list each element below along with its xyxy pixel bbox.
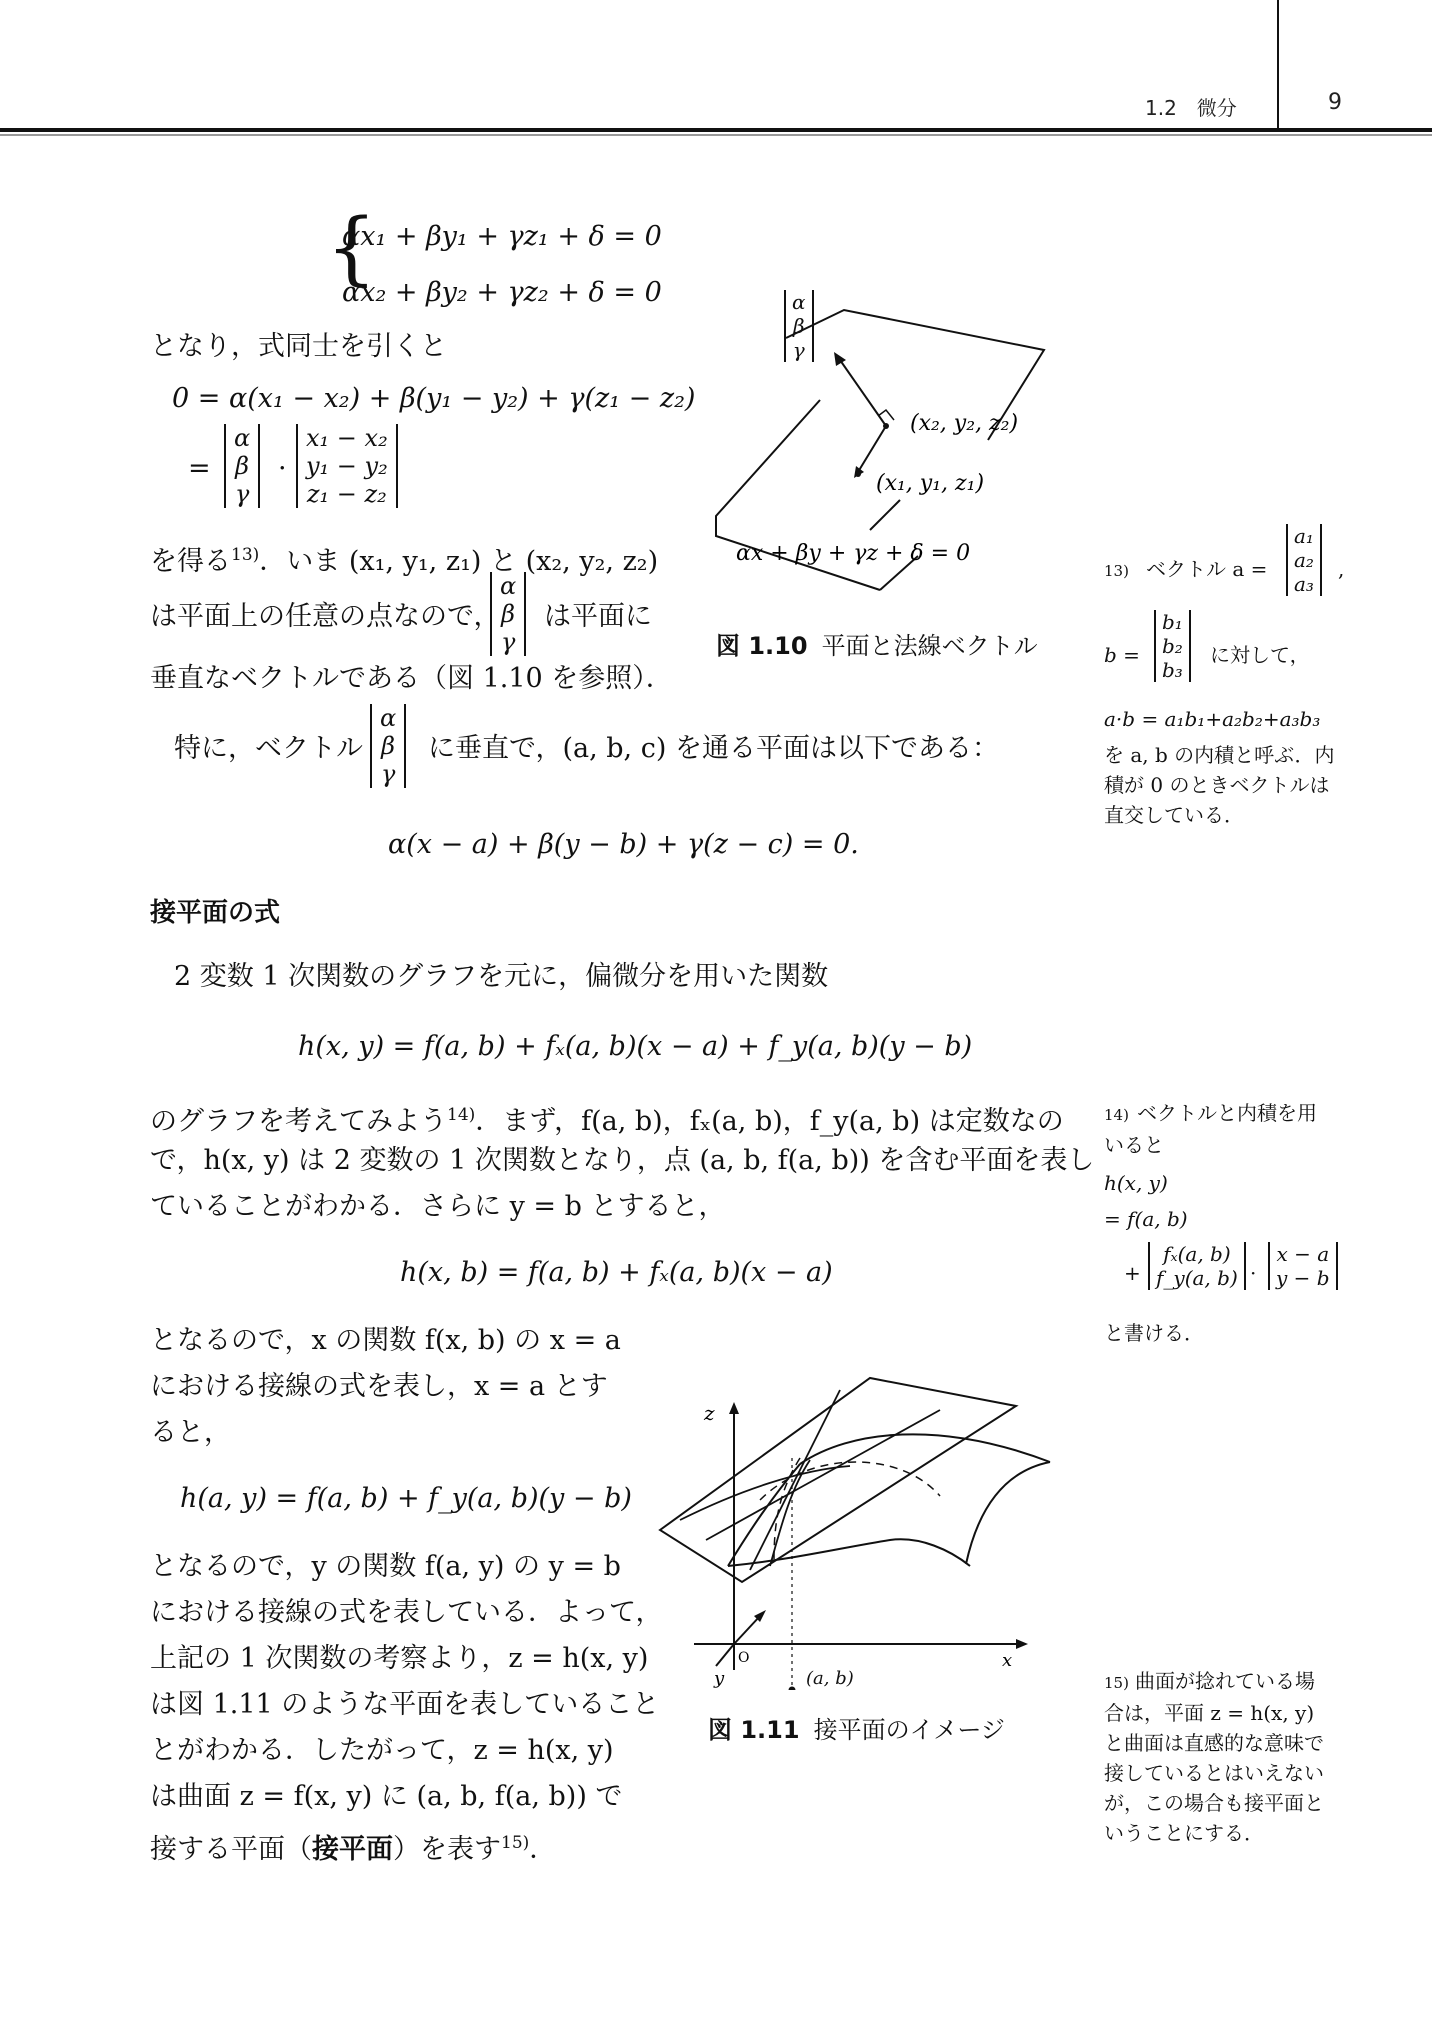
vec-inline-alpha: α xyxy=(500,572,517,600)
paragraph-2 xyxy=(150,532,658,585)
footnote-ref-13: 13) xyxy=(231,545,260,565)
eq-dot: · xyxy=(278,453,287,484)
sidenote-14-row-vec xyxy=(1104,1242,1404,1306)
sidenote-13-t1: ベクトル a = xyxy=(1146,557,1268,581)
eq-hxb: h(x, b) = f(a, b) + fₓ(a, b)(x − a) xyxy=(400,1257,833,1288)
eq-plane: α(x − a) + β(y − b) + γ(z − c) = 0. xyxy=(388,829,859,860)
figure-1-11 xyxy=(650,1370,1070,1690)
figure-1-10-caption xyxy=(716,626,1038,661)
fig10-point-p2: (x₂, y₂, z₂) xyxy=(910,411,1019,436)
paragraph-5b: に垂直で，(a, b, c) を通る平面は以下である： xyxy=(428,733,999,764)
vec-a1: a₁ xyxy=(1294,524,1314,548)
p11-line-5: とがわかる．したがって，z = h(x, y) xyxy=(150,1735,614,1766)
sidenote-13 xyxy=(1104,520,1404,830)
vec-diff-y: y₁ − y₂ xyxy=(306,452,388,480)
vector-p2-to-p1 xyxy=(858,426,886,472)
fig10-vec-alpha: α xyxy=(792,290,806,314)
running-header-section: 1.2 微分 xyxy=(1145,96,1237,120)
eq-hay: h(a, y) = f(a, b) + f_y(a, b)(y − b) xyxy=(180,1483,632,1514)
vec-inline2-alpha: α xyxy=(380,704,397,732)
y-axis xyxy=(734,1616,760,1644)
vec-alpha: α xyxy=(234,424,251,452)
figure-1-10 xyxy=(700,280,1060,620)
fig10-normal-vector xyxy=(784,290,814,362)
sidenote-15-line-1 xyxy=(1104,1666,1404,1698)
paragraph-1: となり，式同士を引くと xyxy=(150,331,447,362)
tangent-line-y xyxy=(750,1390,840,1570)
p12-term-tangent-plane: 接平面 xyxy=(312,1834,393,1865)
p11-line-6: は曲面 z = f(x, y) に (a, b, f(a, b)) で xyxy=(150,1781,623,1812)
vec-diff-x: x₁ − x₂ xyxy=(306,424,388,452)
sidenote-14-l4: = f(a, b) xyxy=(1104,1207,1188,1231)
p11-line-1: となるので，y の関数 f(a, y) の y = b xyxy=(150,1551,621,1582)
fig10-caption-text: 平面と法線ベクトル xyxy=(821,632,1038,660)
vec-gamma: γ xyxy=(234,480,250,508)
sidenote-13-t3: に対して， xyxy=(1210,643,1310,667)
sidenote-15-l3: と曲面は直感的な意味で xyxy=(1104,1731,1324,1755)
sidenote-13-line-3: 直交している． xyxy=(1104,803,1244,827)
sidenote-14-l5: と書ける． xyxy=(1104,1321,1204,1345)
p11-line-4: は図 1.11 のような平面を表していること xyxy=(150,1689,660,1720)
eq-system-line-2: αx₂ + βy₂ + γz₂ + δ = 0 xyxy=(342,277,662,308)
sidenote-14 xyxy=(1104,1098,1404,1348)
sidenote-15-l4: 接しているとはいえない xyxy=(1104,1761,1324,1785)
header-vertical-rule xyxy=(1277,0,1279,128)
footnote-ref-14: 14) xyxy=(447,1105,476,1125)
paragraph-11 xyxy=(150,1544,662,1820)
vec-fx: fₓ(a, b) xyxy=(1163,1242,1231,1266)
header-rule-shadow xyxy=(0,134,1432,136)
sidenote-vector-b xyxy=(1154,610,1191,682)
section-heading: 接平面の式 xyxy=(150,898,281,928)
vec-inline2-beta: β xyxy=(381,732,396,760)
p11-line-3: 上記の 1 次関数の考察より，z = h(x, y) xyxy=(150,1643,649,1674)
p2-text-a: を得る xyxy=(150,546,231,577)
sidenote-14-vector-partials xyxy=(1148,1242,1246,1290)
paragraph-10 xyxy=(150,1318,621,1456)
vec-b3: b₃ xyxy=(1162,658,1183,682)
eq-system-brace: { xyxy=(326,201,377,294)
surface-top-edge xyxy=(800,1434,1050,1464)
eq-system-line-1: αx₁ + βy₁ + γz₁ + δ = 0 xyxy=(342,221,662,252)
fig10-caption-number: 図 1.10 xyxy=(716,632,808,660)
vector-normal-inline-2 xyxy=(370,704,406,788)
sidenote-14-line-1 xyxy=(1104,1098,1404,1130)
vec-fy: f_y(a, b) xyxy=(1156,1266,1238,1290)
sidenote-14-l2: いると xyxy=(1104,1133,1164,1157)
fig11-origin-label: O xyxy=(738,1650,750,1666)
paragraph-4: 垂直なベクトルである（図 1.10 を参照）． xyxy=(150,663,673,694)
vec-x-a: x − a xyxy=(1276,1242,1330,1266)
p12-text-c: ）を表す xyxy=(393,1834,501,1865)
vec-inline-beta: β xyxy=(501,600,516,628)
x-arrowhead xyxy=(1016,1639,1028,1649)
sidenote-15-l2: 合は，平面 z = h(x, y) xyxy=(1104,1701,1315,1725)
p12-text-d: ． xyxy=(529,1834,557,1865)
footnote-ref-15: 15) xyxy=(501,1833,530,1853)
sidenote-14-l3: h(x, y) xyxy=(1104,1171,1168,1195)
point-p1 xyxy=(855,471,861,477)
p11-line-2: における接線の式を表している．よって， xyxy=(150,1597,663,1628)
paragraph-6: 2 変数 1 次関数のグラフを元に，偏微分を用いた関数 xyxy=(174,961,829,992)
figure-1-11-caption xyxy=(708,1710,1005,1745)
fig10-point-p1: (x₁, y₁, z₁) xyxy=(876,471,985,496)
point-ab xyxy=(789,1687,796,1691)
paragraph-3b: は平面に xyxy=(544,601,652,632)
sidenote-14-vector-offsets xyxy=(1268,1242,1338,1290)
paragraph-8: で，h(x, y) は 2 変数の 1 次関数となり，点 (a, b, f(a, b)) を含む平面を表し xyxy=(150,1145,1095,1176)
fig11-z-label: z xyxy=(704,1401,715,1425)
sidenote-15-l6: いうことにする． xyxy=(1104,1821,1264,1845)
sidenote-15 xyxy=(1104,1666,1404,1848)
vec-diff-z: z₁ − z₂ xyxy=(306,480,387,508)
vec-inline-gamma: γ xyxy=(500,628,516,656)
p12-text-a: 接する平面（ xyxy=(150,1834,312,1865)
tangent-line-x xyxy=(706,1410,940,1540)
fig11-caption-text: 接平面のイメージ xyxy=(813,1716,1005,1744)
plane-edge-right xyxy=(870,500,900,530)
fig11-y-label: y xyxy=(714,1668,725,1689)
p10-line-2: における接線の式を表し，x = a とす xyxy=(150,1371,608,1402)
sidenote-14-dot: · xyxy=(1250,1261,1257,1285)
paragraph-12 xyxy=(150,1820,556,1873)
paragraph-9: ていることがわかる．さらに y = b とすると， xyxy=(150,1191,726,1222)
y-axis-back xyxy=(716,1644,734,1666)
vec-a2: a₂ xyxy=(1294,548,1314,572)
sidenote-15-l1: 曲面が捻れている場 xyxy=(1134,1669,1315,1693)
paragraph-3a: は平面上の任意の点なので， xyxy=(150,601,501,632)
sidenote-13-num: 13) xyxy=(1104,562,1129,580)
sidenote-14-plus: + xyxy=(1124,1261,1141,1285)
sidenote-vector-a xyxy=(1286,524,1322,596)
surface-right-edge xyxy=(966,1462,1050,1564)
vector-difference xyxy=(296,424,398,508)
fig11-caption-number: 図 1.11 xyxy=(708,1716,800,1744)
fig10-vec-gamma: γ xyxy=(792,338,805,362)
paragraph-5a: 特に，ベクトル xyxy=(174,733,363,764)
sidenote-13-line-1: を a, b の内積と呼ぶ．内 xyxy=(1104,743,1335,767)
sidenote-15-l5: が，この場合も接平面と xyxy=(1104,1791,1324,1815)
page-number: 9 xyxy=(1328,90,1342,115)
vec-beta: β xyxy=(235,452,250,480)
header-rule xyxy=(0,128,1432,132)
vec-b2: b₂ xyxy=(1162,634,1183,658)
sidenote-14-l1: ベクトルと内積を用 xyxy=(1136,1101,1317,1125)
point-p2 xyxy=(883,423,889,429)
sidenote-15-num: 15) xyxy=(1104,1674,1129,1692)
p10-line-1: となるので，x の関数 f(x, b) の x = a xyxy=(150,1325,621,1356)
normal-arrowhead xyxy=(834,352,846,366)
fig10-plane-eq: αx + βy + γz + δ = 0 xyxy=(736,541,971,566)
p7-text-a: のグラフを考えてみよう xyxy=(150,1106,447,1137)
fig11-x-label: x xyxy=(1002,1650,1013,1671)
sidenote-13-line-2: 積が 0 のときベクトルは xyxy=(1104,773,1330,797)
sidenote-13-t2: b = xyxy=(1104,643,1140,667)
p2-text-b: ．いま (x₁, y₁, z₁) と (x₂, y₂, z₂) xyxy=(259,546,659,577)
sidenote-13-row-1 xyxy=(1104,520,1404,610)
sidenote-13-row-2 xyxy=(1104,610,1404,700)
vec-y-b: y − b xyxy=(1276,1266,1330,1290)
fig11-ab-label: (a, b) xyxy=(806,1668,854,1689)
z-arrowhead xyxy=(729,1402,739,1414)
vec-inline2-gamma: γ xyxy=(380,760,396,788)
vec-a3: a₃ xyxy=(1294,572,1314,596)
vector-alpha-beta-gamma xyxy=(224,424,260,508)
sidenote-13-dot: a·b = a₁b₁+a₂b₂+a₃b₃ xyxy=(1104,707,1321,731)
eq-difference: 0 = α(x₁ − x₂) + β(y₁ − y₂) + γ(z₁ − z₂) xyxy=(172,383,696,414)
sidenote-13-comma: , xyxy=(1338,557,1345,581)
eq-equals: = xyxy=(188,453,211,484)
vector-normal-inline xyxy=(490,572,526,656)
eq-h: h(x, y) = f(a, b) + fₓ(a, b)(x − a) + f_y(a, b)(y − b) xyxy=(298,1031,973,1062)
p7-text-b: ．まず，f(a, b)，fₓ(a, b)，f_y(a, b) は定数なの xyxy=(475,1106,1064,1137)
fig10-vec-beta: β xyxy=(792,314,805,338)
p10-line-3: ると， xyxy=(150,1417,231,1448)
vec-b1: b₁ xyxy=(1162,610,1183,634)
sidenote-14-num: 14) xyxy=(1104,1106,1129,1124)
